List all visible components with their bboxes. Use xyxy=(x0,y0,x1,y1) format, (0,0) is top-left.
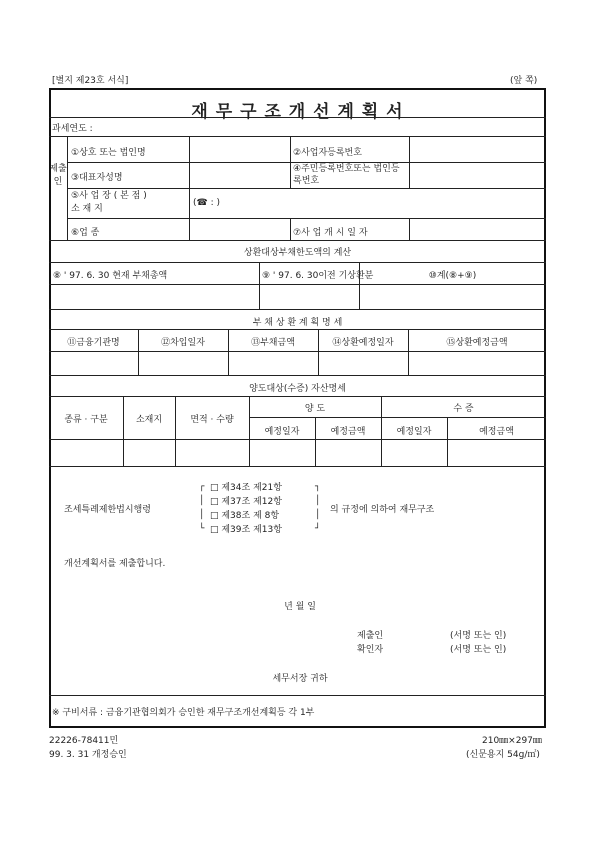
confirmer-signature-label: 확인자 xyxy=(357,645,384,655)
form-code: 22226-78411민 xyxy=(49,736,119,746)
asset-row-transfer-date[interactable] xyxy=(251,441,313,464)
repay-col-planned-amount: ⑮상환예정금액 xyxy=(446,338,508,348)
declaration-suffix: 의 규정에 의하여 재무구조 xyxy=(330,505,435,515)
asset-col-transfer-amount: 예정금액 xyxy=(330,427,366,437)
articles-left-bracket: ┌ │ │ └ xyxy=(199,482,205,534)
article-37-checkbox[interactable]: □ 제37조 제12항 xyxy=(210,497,282,507)
form-title: 재 무 구 조 개 선 계 획 서 xyxy=(191,102,404,122)
company-name-label: ①상호 또는 법인명 xyxy=(71,148,146,158)
article-39-checkbox[interactable]: □ 제39조 제13항 xyxy=(210,525,282,535)
asset-col-gift-date: 예정일자 xyxy=(396,427,432,437)
industry-label: ⑥업 종 xyxy=(71,228,100,238)
asset-row-type[interactable] xyxy=(51,441,121,464)
debt-total-value[interactable] xyxy=(51,286,257,307)
asset-col-gift-amount: 예정금액 xyxy=(479,427,514,437)
business-reg-no-label: ②사업자등록번호 xyxy=(293,148,362,158)
repay-row-institution[interactable] xyxy=(51,353,136,373)
addressee: 세무서장 귀하 xyxy=(272,674,328,684)
asset-row-transfer-amount[interactable] xyxy=(317,441,379,464)
debt-sum-value[interactable] xyxy=(361,286,544,307)
submitter-section-label: 제출인 xyxy=(49,164,67,187)
debt-limit-heading: 상환대상부채한도액의 계산 xyxy=(243,248,352,258)
tax-year-label: 과세연도 : xyxy=(52,124,93,134)
declaration-statement: 개선계획서를 제출합니다. xyxy=(64,559,166,569)
article-38-checkbox[interactable]: □ 제38조 제 8항 xyxy=(210,511,280,521)
resident-reg-no-value[interactable] xyxy=(411,164,543,186)
paper-size: 210㎜×297㎜ xyxy=(482,736,542,746)
asset-row-gift-date[interactable] xyxy=(383,441,445,464)
industry-value[interactable] xyxy=(191,220,287,238)
submitter-signature-label: 제출인 xyxy=(357,631,384,641)
asset-col-transfer-date: 예정일자 xyxy=(264,427,300,437)
start-date-value[interactable] xyxy=(411,220,543,238)
asset-col-area: 면적 · 수량 xyxy=(190,415,234,425)
form-number: [별지 제23호 서식] xyxy=(52,76,129,86)
prior-repayment-label: ⑨ ' 97. 6. 30이전 기상환분 xyxy=(262,271,374,281)
articles-right-bracket: ┐ │ │ ┘ xyxy=(315,482,321,534)
repay-col-planned-date: ⑭상환예정일자 xyxy=(332,338,394,348)
confirmer-signature-field[interactable]: (서명 또는 인) xyxy=(450,645,507,655)
asset-group-transfer: 양 도 xyxy=(304,404,326,414)
repay-row-planned-date[interactable] xyxy=(320,353,406,373)
business-reg-no-value[interactable] xyxy=(411,138,543,160)
repay-row-borrow-date[interactable] xyxy=(140,353,226,373)
debt-sum-label: ⑩계(⑧+⑨) xyxy=(428,271,477,281)
company-name-value[interactable] xyxy=(191,138,287,160)
submitter-signature-field[interactable]: (서명 또는 인) xyxy=(450,631,507,641)
repay-row-debt-amount[interactable] xyxy=(230,353,316,373)
asset-transfer-heading: 양도대상(수증) 자산명세 xyxy=(249,384,346,394)
attachment-note: ※ 구비서류 : 금융기관협의회가 승인한 재무구조개선계획등 각 1부 xyxy=(52,708,315,718)
approval-date: 99. 3. 31 개정승인 xyxy=(49,750,127,760)
asset-group-gift: 수 증 xyxy=(453,404,474,414)
asset-col-location: 소재지 xyxy=(135,415,163,425)
repayment-plan-heading: 부 채 상 환 계 획 명 세 xyxy=(252,318,343,328)
representative-label: ③대표자성명 xyxy=(71,173,123,183)
repay-col-borrow-date: ⑫차입일자 xyxy=(161,338,205,348)
workplace-address-label: ⑤사 업 장 ( 본 점 ) 소 재 지 xyxy=(71,191,147,214)
workplace-phone[interactable]: (☎ : ) xyxy=(193,198,220,208)
repay-col-debt-amount: ⑬부채금액 xyxy=(251,338,295,348)
representative-value[interactable] xyxy=(191,164,287,186)
asset-row-gift-amount[interactable] xyxy=(449,441,544,464)
asset-col-type: 종류 · 구분 xyxy=(64,415,108,425)
resident-reg-no-label: ④주민등록번호또는 법인등록번호 xyxy=(293,164,400,186)
prior-repayment-value[interactable] xyxy=(261,286,357,307)
asset-row-area[interactable] xyxy=(177,441,247,464)
repay-row-planned-amount[interactable] xyxy=(410,353,544,373)
article-34-checkbox[interactable]: □ 제34조 제21항 xyxy=(210,483,282,493)
debt-total-label: ⑧ ' 97. 6. 30 현재 부채총액 xyxy=(53,271,168,281)
paper-type: (신문용지 54g/㎡) xyxy=(466,750,540,760)
page-side-label: (앞 쪽) xyxy=(510,76,538,86)
declaration-date[interactable]: 년 월 일 xyxy=(284,602,316,612)
asset-row-location[interactable] xyxy=(125,441,173,464)
repay-col-institution: ⑪금융기관명 xyxy=(67,338,120,348)
start-date-label: ⑦사 업 개 시 일 자 xyxy=(293,228,368,238)
law-name: 조세특례제한법시행령 xyxy=(64,505,151,515)
